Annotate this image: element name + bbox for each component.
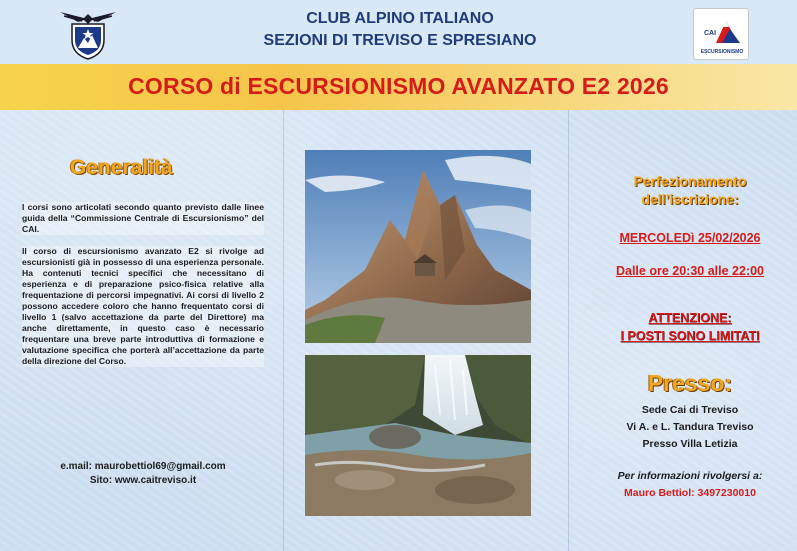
generalita-text — [22, 202, 264, 367]
column-divider — [568, 100, 569, 551]
address-line2: Vi A. e L. Tandura Treviso — [626, 421, 754, 433]
club-line1: CLUB ALPINO ITALIANO — [306, 10, 494, 27]
info-contact: Mauro Bettiol: 3497230010 — [624, 487, 756, 499]
registration-date: MERCOLEDì 25/02/2026 — [619, 231, 761, 245]
svg-text:CAI: CAI — [704, 30, 717, 37]
svg-text:ESCURSIONISMO: ESCURSIONISMO — [700, 49, 744, 55]
club-title — [200, 8, 600, 52]
section-title-generalita: Generalità — [70, 156, 173, 179]
mountain-photo — [305, 150, 531, 343]
website-text: Sito: www.caitreviso.it — [89, 475, 197, 486]
waterfall-photo — [305, 355, 531, 516]
attention-notice — [600, 309, 780, 345]
paragraph-description: Il corso di escursionismo avanzato E2 si rivolge ad escursionisti già in possesso di una esperienza personale. Ha contenuti tecnici specifici che necessitano di esperienza e di preparazione psico-fisica relative alla frequentazione di percorsi impegnativi. Ai corsi di livello 2 possono accedere coloro che hanno frequentato corsi di livello 1 (salvo accettazione da parte del Direttore) ma anche direttamente, in questo caso è necessario frequentare una breve parte introduttiva di formazione e valutazione specifica che porterà all’accettazione da parte della direzione del Corso. — [22, 246, 264, 366]
column-divider — [283, 100, 284, 551]
waterfall-image-icon — [305, 355, 531, 516]
club-line2: SEZIONI DI TREVISO E SPRESIANO — [263, 32, 537, 49]
paragraph-intro: I corsi sono articolati secondo quanto previsto dalle linee guida della “Commissione Centrale di Escursionismo” del CAI. — [22, 202, 264, 234]
email-text: e.mail: maurobettiol69@gmail.com — [60, 461, 226, 472]
course-title: CORSO di ESCURSIONISMO AVANZATO E2 2026 — [128, 73, 669, 99]
escursionismo-logo — [693, 8, 749, 60]
address-line3: Presso Villa Letizia — [642, 438, 738, 450]
cai-logo-icon — [58, 6, 118, 60]
presso-title: Presso: — [647, 370, 733, 396]
perf-line2: dell’iscrizione: — [641, 191, 739, 207]
info-label: Per informazioni rivolgersi a: — [617, 470, 763, 482]
mountain-image-icon — [305, 150, 531, 343]
attention-line1: ATTENZIONE: — [648, 311, 732, 325]
contact-info — [22, 460, 264, 488]
venue-address — [600, 402, 780, 453]
perf-line1: Perfezionamento — [633, 173, 747, 189]
registration-heading — [600, 172, 780, 208]
registration-time: Dalle ore 20:30 alle 22:00 — [615, 264, 764, 278]
attention-line2: I POSTI SONO LIMITATI — [620, 329, 760, 343]
address-line1: Sede Cai di Treviso — [641, 404, 739, 416]
escursionismo-logo-icon — [694, 9, 750, 61]
